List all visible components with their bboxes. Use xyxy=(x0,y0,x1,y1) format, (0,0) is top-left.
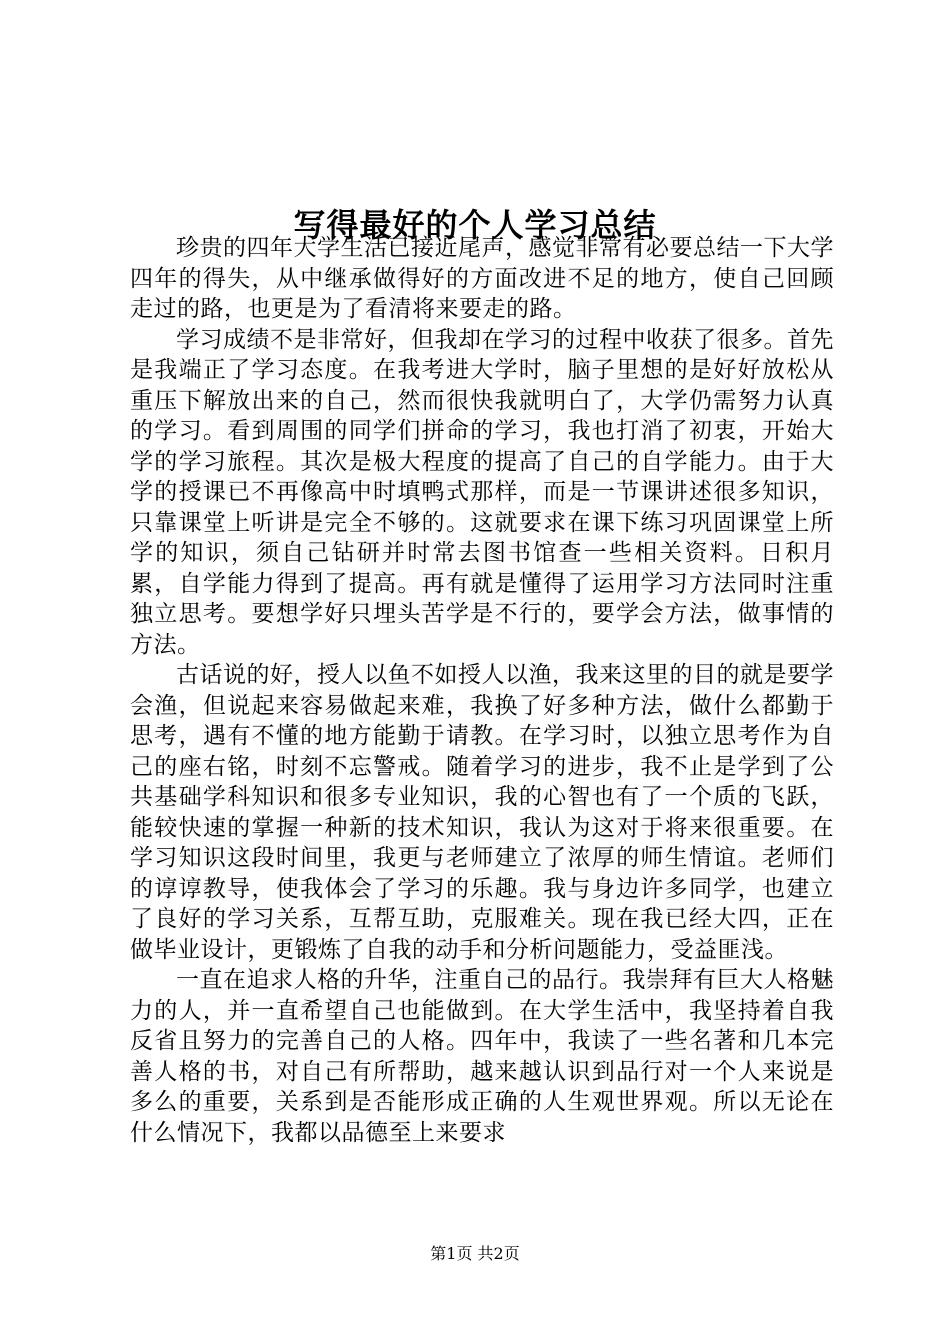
page-footer: 第1页 共2页 xyxy=(430,1244,520,1263)
document-body xyxy=(130,233,834,1148)
paragraph-3: 古话说的好，授人以鱼不如授人以渔，我来这里的目的就是要学会渔，但说起来容易做起来难，我换了好多种方法，做什么都勤于思考，遇有不懂的地方能勤于请教。在学习时，以独立思考作为自己的座右铭，时刻不忘警戒。随着学习的进步，我不止是学到了公共基础学科知识和很多专业知识，我的心智也有了一个质的飞跃，能较快速的掌握一种新的技术知识，我认为这对于将来很重要。在学习知识这段时间里，我更与老师建立了浓厚的师生情谊。老师们的谆谆教导，使我体会了学习的乐趣。我与身边许多同学，也建立了良好的学习关系，互帮互助，克服难关。现在我已经大四，正在做毕业设计，更锻炼了自我的动手和分析问题能力，受益匪浅。 xyxy=(130,662,834,963)
paragraph-4: 一直在追求人格的升华，注重自己的品行。我崇拜有巨大人格魅力的人，并一直希望自己也能做到。在大学生活中，我坚持着自我反省且努力的完善自己的人格。四年中，我读了一些名著和几本完善人格的书，对自己有所帮助，越来越认识到品行对一个人来说是多么的重要，关系到是否能形成正确的人生观世界观。所以无论在什么情况下，我都以品德至上来要求 xyxy=(130,967,834,1146)
paragraph-2: 学习成绩不是非常好，但我却在学习的过程中收获了很多。首先是我端正了学习态度。在我考进大学时，脑子里想的是好好放松从重压下解放出来的自己，然而很快我就明白了，大学仍需努力认真的学习。看到周围的同学们拼命的学习，我也打消了初衷，开始大学的学习旅程。其次是极大程度的提高了自己的自学能力。由于大学的授课已不再像高中时填鸭式那样，而是一节课讲述很多知识，只靠课堂上听讲是完全不够的。这就要求在课下练习巩固课堂上所学的知识，须自己钻研并时常去图书馆查一些相关资料。日积月累，自学能力得到了提高。再有就是懂得了运用学习方法同时注重独立思考。要想学好只埋头苦学是不行的，要学会方法，做事情的方法。 xyxy=(130,326,834,658)
document-title: 写得最好的个人学习总结 xyxy=(293,206,657,245)
paragraph-1: 珍贵的四年大学生活已接近尾声，感觉非常有必要总结一下大学四年的得失，从中继承做得好的方面改进不足的地方，使自己回顾走过的路，也更是为了看清将来要走的路。 xyxy=(130,235,834,322)
